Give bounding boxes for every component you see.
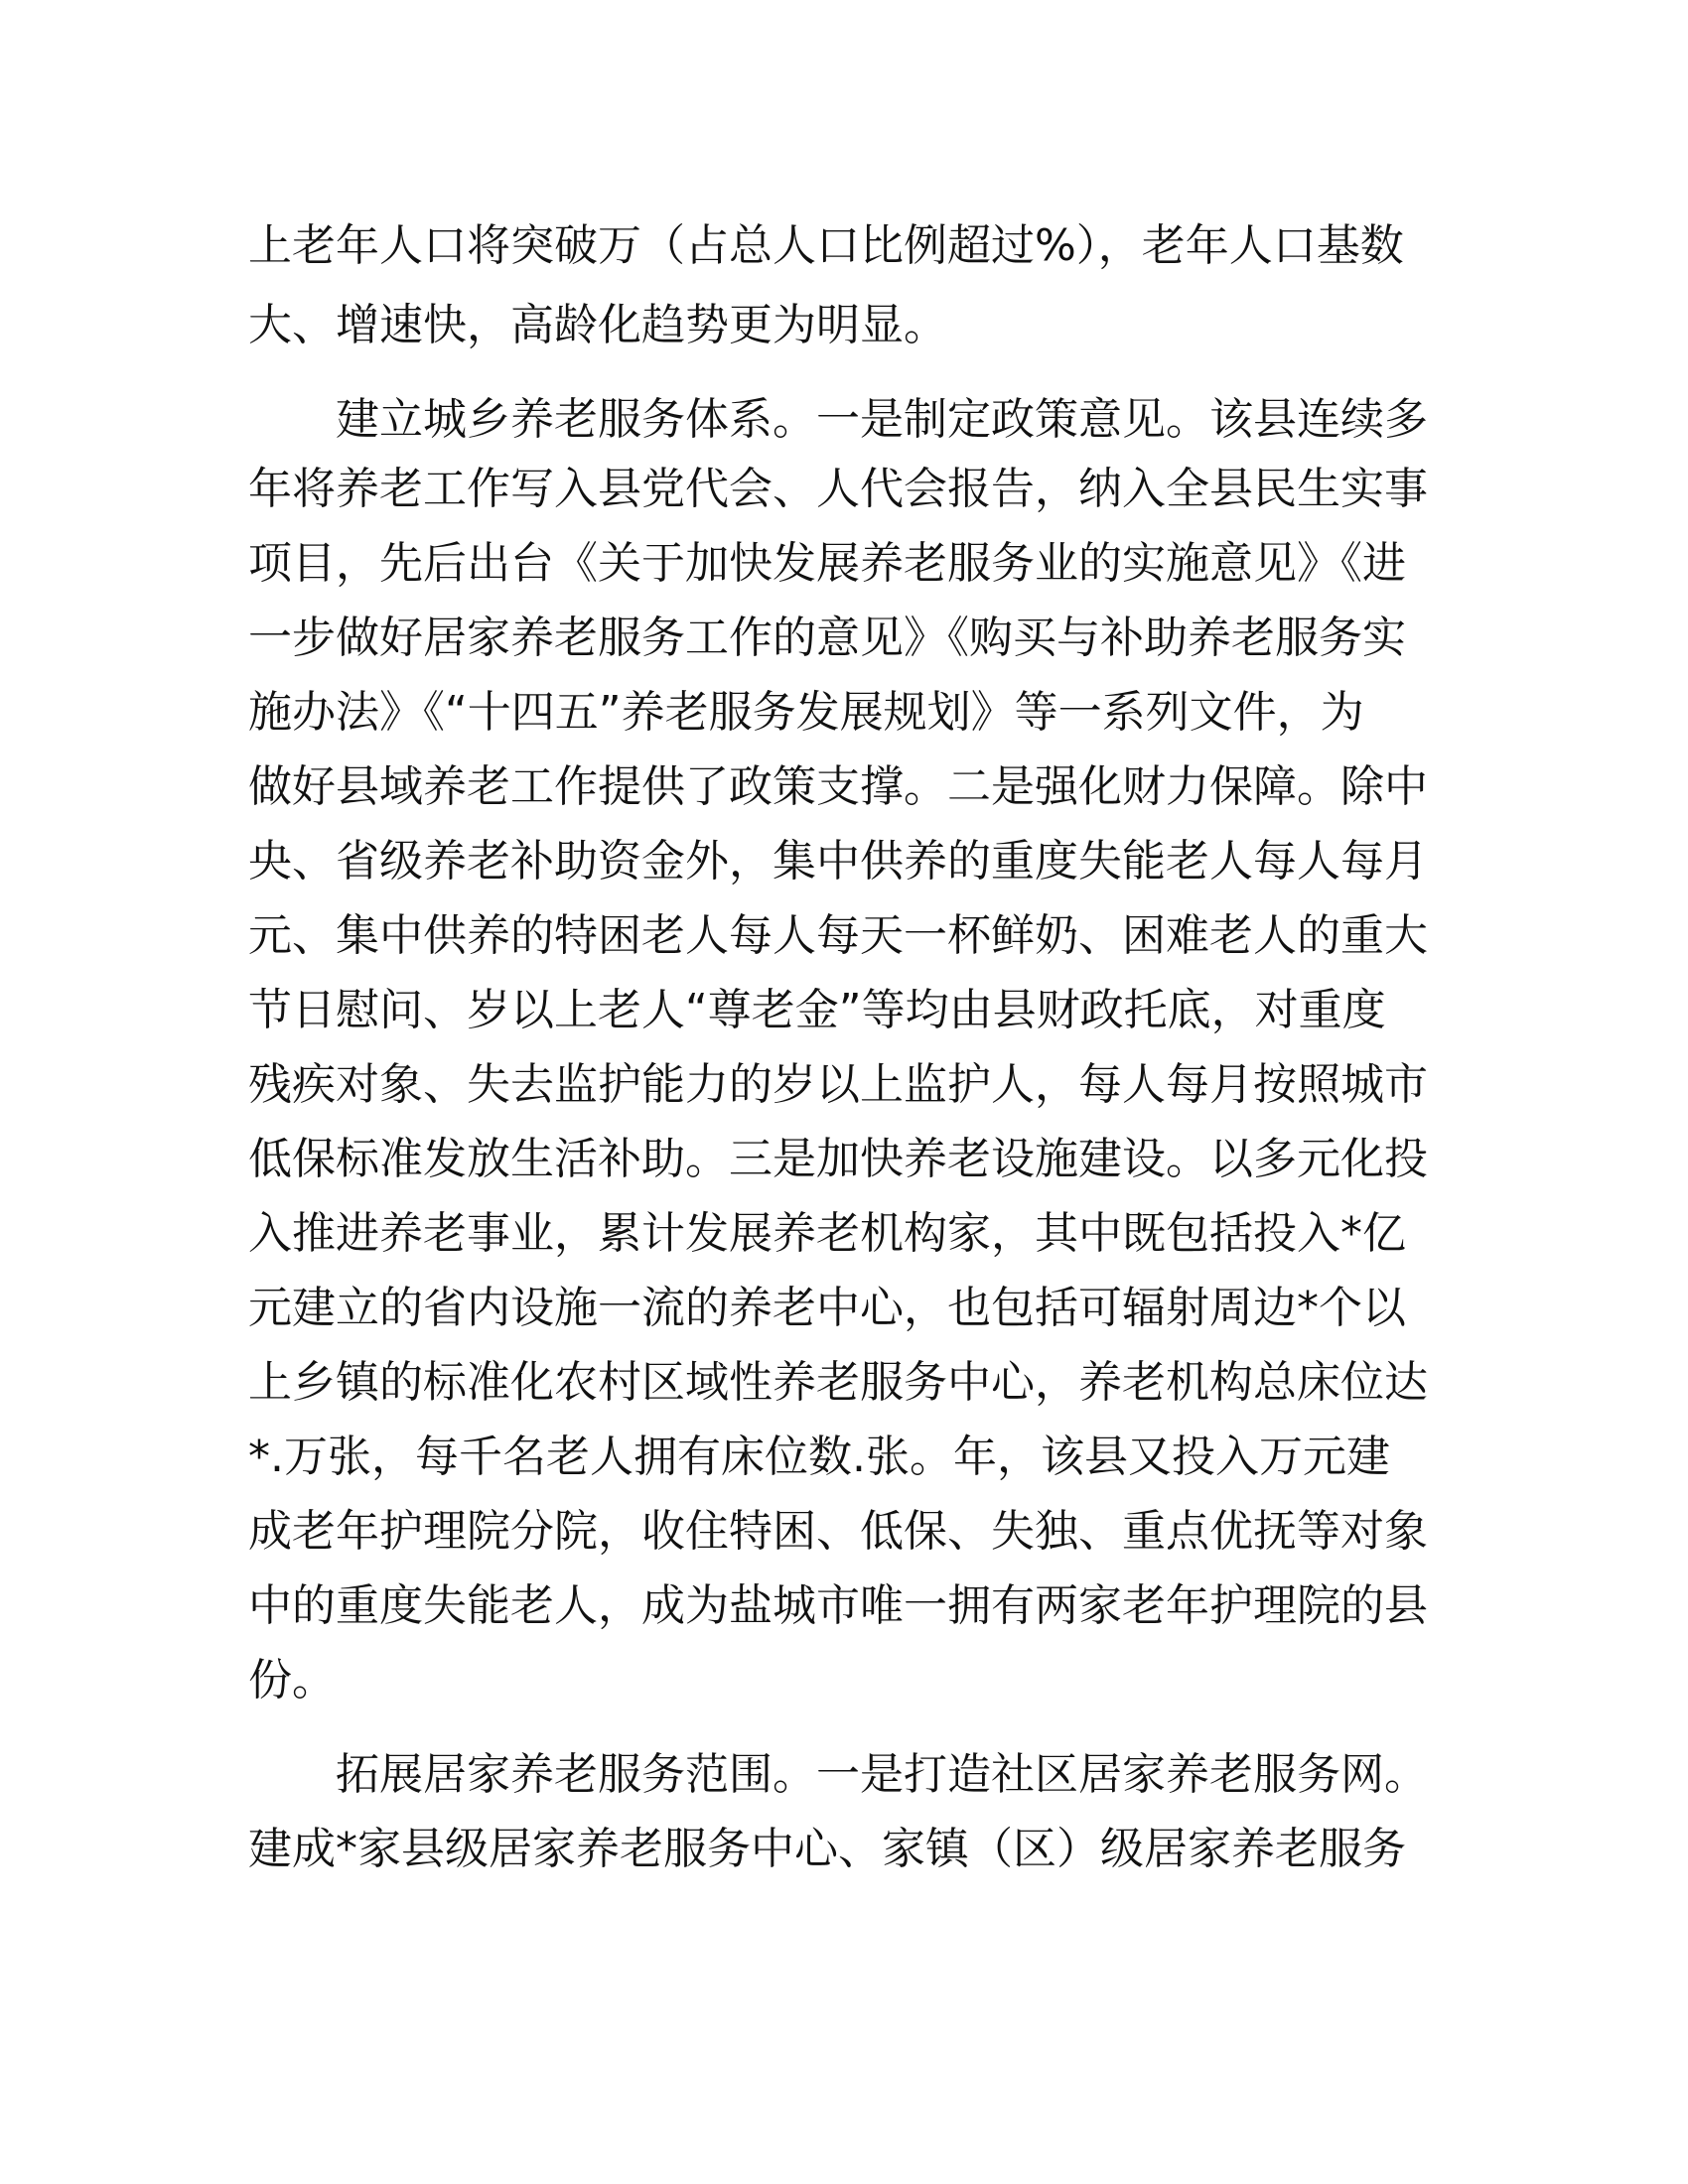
text-line: 央、省级养老补助资金外，集中供养的重度失能老人每人每月 (248, 836, 1428, 887)
text-line: 中的重度失能老人，成为盐城市唯一拥有两家老年护理院的县 (248, 1580, 1428, 1631)
text-line: 一步做好居家养老服务工作的意见》《购买与补助养老服务实 (248, 613, 1406, 663)
text-line: 低保标准发放生活补助。三是加快养老设施建设。以多元化投 (248, 1134, 1428, 1184)
text-line: 做好县域养老工作提供了政策支撑。二是强化财力保障。除中 (248, 761, 1428, 812)
text-line: 建立城乡养老服务体系。一是制定政策意见。该县连续多 (336, 394, 1428, 445)
text-line: 施办法》《“十四五”养老服务发展规划》等一系列文件，为 (248, 687, 1364, 738)
text-line: 项目，先后出台《关于加快发展养老服务业的实施意见》《进 (248, 538, 1406, 589)
text-line: 年将养老工作写入县党代会、人代会报告，纳入全县民生实事 (248, 464, 1428, 514)
text-line: 元建立的省内设施一流的养老中心，也包括可辐射周边*个以 (248, 1283, 1406, 1333)
text-line: *.万张，每千名老人拥有床位数.张。年，该县又投入万元建 (248, 1432, 1390, 1482)
text-line: 上乡镇的标准化农村区域性养老服务中心，养老机构总床位达 (248, 1357, 1428, 1408)
text-line: 节日慰问、岁以上老人“尊老金”等均由县财政托底，对重度 (248, 985, 1386, 1035)
text-line: 份。 (248, 1655, 336, 1706)
text-line: 建成*家县级居家养老服务中心、家镇（区）级居家养老服务 (248, 1824, 1406, 1874)
text-line: 成老年护理院分院，收住特困、低保、失独、重点优抚等对象 (248, 1506, 1428, 1557)
text-line: 拓展居家养老服务范围。一是打造社区居家养老服务网。 (336, 1749, 1428, 1800)
text-line: 入推进养老事业，累计发展养老机构家，其中既包括投入*亿 (248, 1208, 1406, 1259)
text-line: 大、增速快，高龄化趋势更为明显。 (248, 300, 947, 350)
text-line: 元、集中供养的特困老人每人每天一杯鲜奶、困难老人的重大 (248, 910, 1428, 961)
text-line: 残疾对象、失去监护能力的岁以上监护人，每人每月按照城市 (248, 1059, 1428, 1110)
text-line: 上老年人口将突破万（占总人口比例超过%），老年人口基数 (248, 220, 1404, 271)
